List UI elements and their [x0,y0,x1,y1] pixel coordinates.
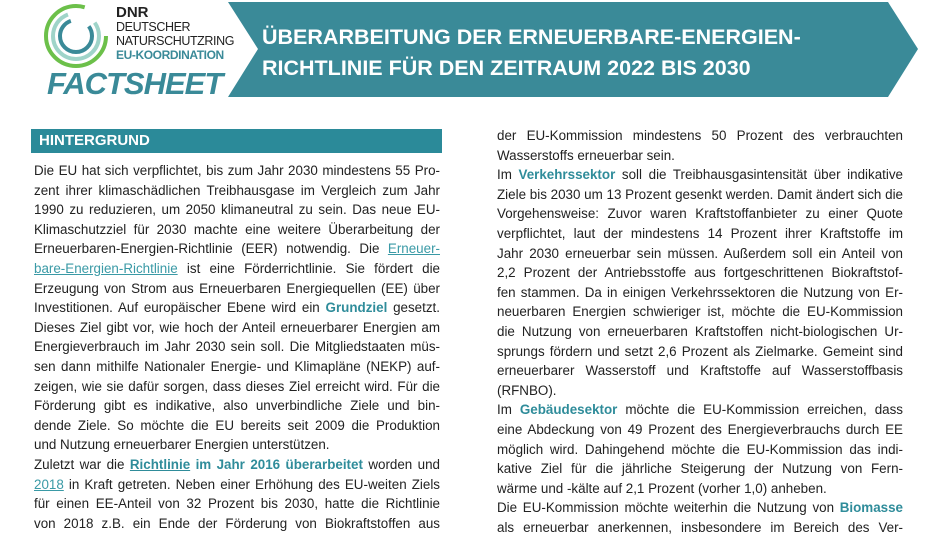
text-line [497,185,903,205]
text-line [497,165,903,185]
text-run: und Nutzung erneuerbarer Energien unterstützen. [34,437,330,453]
text-line [34,220,440,240]
text-run: Im [497,167,519,183]
title-line1: ÜBERARBEITUNG DER ERNEUERBARE-ENERGIEN- [262,25,801,49]
text-run: Wasserstoffs erneuerbar sein. [497,147,675,163]
text-run: eine Abdeckung von 49 Prozent des Energieverbrauchs durch EE [497,421,903,437]
text-run: verpflichtet, laut der mindestens 14 Prozent ihrer Kraftstoffe im [497,225,903,241]
text-run: Jahr 2030 erneuerbar sein müssen. Außerdem soll ein Anteil von [497,245,903,261]
text-run: 2,2 Prozent der Antriebsstoffe aus fortgeschrittenen Biokraftstof- [497,265,903,281]
organization-name [116,6,234,62]
highlighted-term: Verkehrssektor [518,167,616,183]
text-line [497,400,903,420]
text-run: Energieverbrauch im Jahr 2030 sein soll. Die Mitgliedstaaten müs- [34,339,440,355]
text-run: Förderung gibt es indikative, also unverbindliche Ziele und bin- [34,398,440,414]
text-run: gesetzt. [387,300,440,316]
text-run: wärme und -kälte auf 2,1 Prozent (vorher 1,0) anheben. [497,480,827,496]
text-run: Im [497,402,520,418]
text-run: kative Ziel für die jährliche Steigerung der Nutzung von Fern- [497,461,903,477]
highlighted-term: Grundziel [325,300,388,316]
text-run: Die EU-Kommission möchte weiterhin die Nutzung von [497,500,840,516]
text-line [497,361,903,381]
title-line2: RICHTLINIE FÜR DEN ZEITRAUM 2022 BIS 2030 [262,56,751,80]
text-line [497,440,903,460]
text-line [34,377,440,397]
text-link[interactable]: bare-Energien-Richtlinie [34,260,178,276]
text-run: sprungs fördern und setzt 2,6 Prozent als Zielmarke. Gemeint sind [497,343,903,359]
highlighted-term: Biomasse [839,500,903,516]
text-line [34,298,440,318]
text-line [497,479,903,499]
page-title [262,22,801,84]
text-line [34,475,440,495]
text-line [497,342,903,362]
text-line [34,279,440,299]
text-line [34,181,440,201]
factsheet-label: FACTSHEET [47,66,223,101]
text-line [34,259,440,279]
text-run: möchte die EU-Kommission erreichen, dass [617,402,903,418]
text-run: zent ihrer klimaschädlichen Treibhausgase im Vergleich zum Jahr [34,182,440,198]
section-heading: HINTERGRUND [31,129,442,153]
text-link[interactable]: Richtlinie [129,456,191,472]
text-run: erneuerbarer Wasserstoff und Kraftstoffe auf Wasserstoffbasis [497,363,903,379]
text-run: für einen EE-Anteil von 32 Prozent bis 2030, hatte die Richtlinie [34,496,440,512]
text-run: die Nutzung von erneuerbaren Kraftstoffen nicht-biologischen Ur- [497,323,903,339]
text-line [497,146,903,166]
text-line [34,455,440,475]
text-line [497,498,903,518]
text-line [497,126,903,146]
org-short: DNR [116,4,149,21]
text-line [34,318,440,338]
text-run: Ziele bis 2030 um 13 Prozent gesenkt werden. Damit ändert sich die [497,186,903,202]
text-run: sen dann mithilfe Nationaler Energie- und Klimapläne (NEKP) auf- [34,358,440,374]
text-run: Erneuerbaren-Energien-Richtlinie (EER) notwendig. Die [34,241,388,257]
circle-logo-icon [40,3,120,73]
text-line [497,420,903,440]
text-run: von 2018 z.B. ein Ende der Förderung von Biokraftstoffen aus [34,515,440,531]
text-run: Die EU hat sich verpflichtet, bis zum Jahr 2030 mindestens 55 Pro- [34,163,440,178]
right-column [497,126,903,537]
text-run: Vorgehensweise: Zuvor waren Kraftstoffanbieter zu einer Quote [497,206,903,222]
text-line [34,494,440,514]
text-line [34,337,440,357]
text-run: der EU-Kommission mindestens 50 Prozent des verbrauchten [497,128,903,143]
text-run: 1990 zu reduzieren, um 2050 klimaneutral zu sein. Das neue EU- [34,202,440,218]
text-run: als erneuerbar anerkennen, insbesondere im Bereich des Ver- [497,519,903,535]
text-run: zeigen, wie sie dafür sorgen, dass dieses Ziel erreicht wird. Für die [34,378,440,394]
text-run: dende Ziele. So möchte die EU bereits seit 2009 die Produktion [34,417,440,433]
text-run: Dieses Ziel gibt vor, wie hoch der Anteil erneuerbarer Energien am [34,319,440,335]
text-run: fen stammen. Da in einigen Verkehrssektoren die Nutzung von Er- [497,284,903,300]
org-line3: EU-KOORDINATION [116,48,224,62]
text-line [497,459,903,479]
text-line [34,200,440,220]
text-line [497,302,903,322]
text-line [497,283,903,303]
text-line [34,396,440,416]
left-column [34,161,440,533]
text-run: in Kraft getreten. Neben einer Erhöhung des EU-weiten Ziels [63,476,440,492]
text-run: Investitionen. Auf europäischer Ebene wird ein [34,300,326,316]
text-line [497,381,903,401]
text-line [497,224,903,244]
text-line [497,263,903,283]
org-line1: DEUTSCHER [116,20,191,34]
text-run: möglich wird. Dahingehend möchte die EU-Kommission das indi- [497,441,903,457]
text-run: (RFNBO). [497,382,557,398]
text-link[interactable]: 2018 [34,476,64,492]
text-line [34,416,440,436]
text-line [497,518,903,537]
text-link[interactable]: Erneuer- [387,241,440,257]
text-run: ist eine Förderrichtlinie. Sie fördert die [177,260,440,276]
text-line [34,161,440,181]
text-line [34,435,440,455]
org-line2: NATURSCHUTZRING [116,34,235,48]
text-line [34,514,440,534]
text-run: Erzeugung von Strom aus Erneuerbaren Energiequellen (EE) über [34,280,440,296]
highlighted-term: Gebäudesektor [519,402,618,418]
text-line [497,244,903,264]
text-line [497,322,903,342]
text-run: worden und [362,456,440,472]
highlighted-term: im Jahr 2016 überarbeitet [190,456,363,472]
text-line [497,204,903,224]
text-line [34,357,440,377]
text-run: soll die Treibhausgasintensität über indikative [615,167,903,183]
text-run: neuerbaren Energien schwieriger ist, möchte die EU-Kommission [497,304,903,320]
text-line [34,239,440,259]
text-run: Klimaschutzziel für 2030 machte eine weitere Überarbeitung der [34,221,440,237]
text-run: Zuletzt war die [34,456,130,472]
